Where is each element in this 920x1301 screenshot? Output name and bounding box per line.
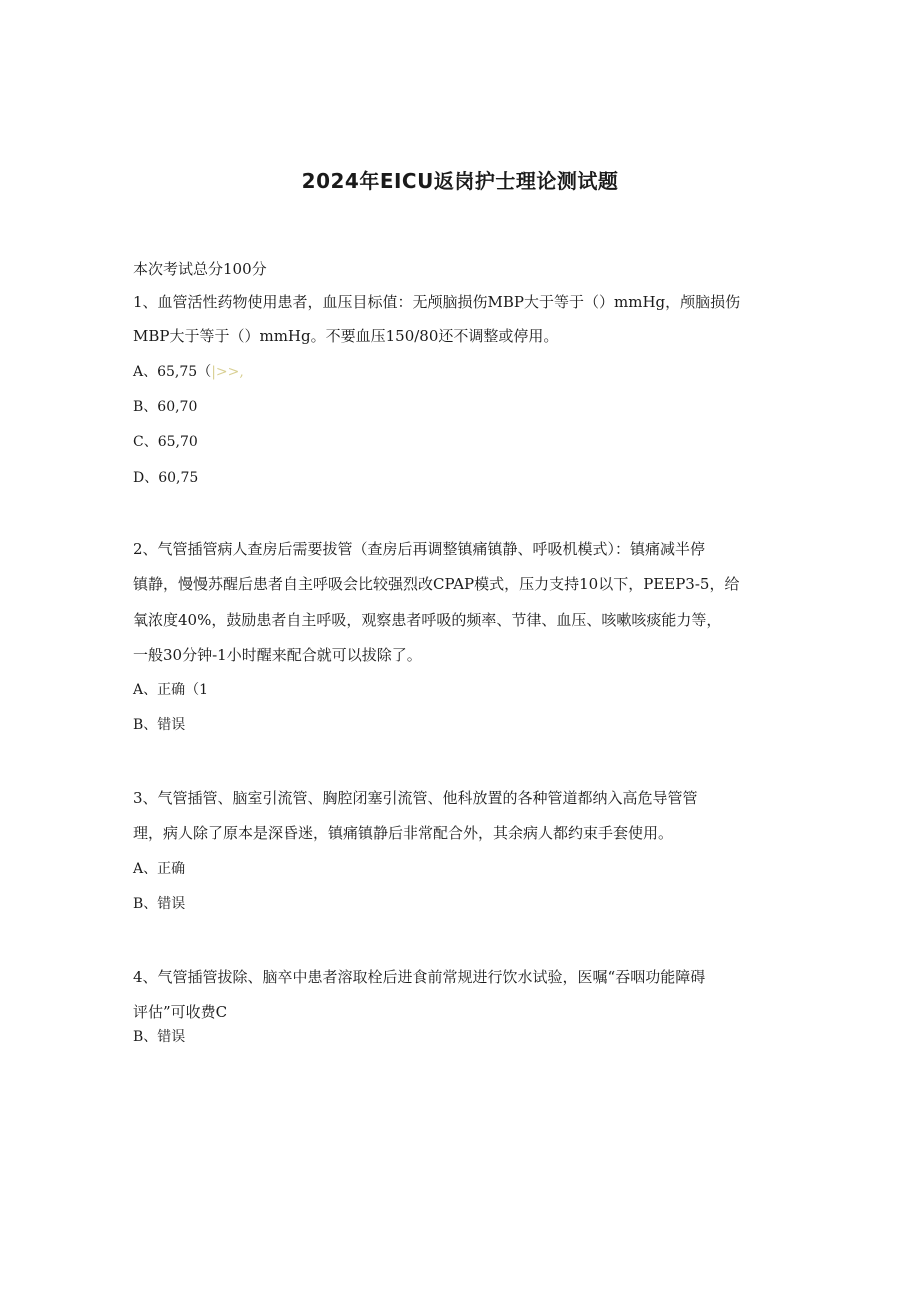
question-2-text-line-1: 2、气管插管病人查房后需要拔管（查房后再调整镇痛镇静、呼吸机模式）：镇痛减半停	[133, 540, 706, 558]
question-2-text-line-3: 氧浓度40%，鼓励患者自主呼吸，观察患者呼吸的频率、节律、血压、咳嗽咳痰能力等，	[133, 611, 722, 629]
question-1-option-c: C、65,70	[133, 434, 198, 450]
question-1-text-line-2: MBP大于等于（）mmHg。不要血压150/80还不调整或停用。	[133, 327, 559, 345]
question-4-text-line-2: 评估”可收费C	[133, 1003, 228, 1021]
question-2-option-a: A、正确（1	[133, 682, 209, 698]
question-3-text-line-1: 3、气管插管、脑室引流管、胸腔闭塞引流管、他科放置的各种管道都纳入高危导管管	[133, 789, 698, 807]
total-score-note: 本次考试总分100分	[133, 260, 267, 278]
question-3-option-a: A、正确	[133, 861, 186, 877]
question-4-text-line-1: 4、气管插管拔除、脑卒中患者溶取栓后进食前常规进行饮水试验，医嘱“吞咽功能障碍	[133, 968, 706, 986]
question-1-text-line-1: 1、血管活性药物使用患者，血压目标值：无颅脑损伤MBP大于等于（）mmHg，颅脑损伤	[133, 293, 741, 311]
question-4-option-b: B、错误	[133, 1029, 186, 1045]
stray-answer-mark: |>>,	[211, 364, 244, 380]
question-3-option-b: B、错误	[133, 896, 186, 912]
question-1-option-b: B、60,70	[133, 399, 198, 415]
question-2-option-b: B、错误	[133, 717, 186, 733]
question-1-option-d: D、60,75	[133, 470, 199, 486]
document-title: 2024年EICU返岗护士理论测试题	[301, 169, 619, 193]
question-2-text-line-4: 一般30分钟-1小时醒来配合就可以拔除了。	[133, 646, 422, 664]
question-1-option-a	[133, 361, 244, 383]
option-a-label: A、65,75（	[133, 364, 212, 380]
question-3-text-line-2: 理，病人除了原本是深昏迷，镇痛镇静后非常配合外，其余病人都约束手套使用。	[133, 824, 674, 842]
question-2-text-line-2: 镇静，慢慢苏醒后患者自主呼吸会比较强烈改CPAP模式，压力支持10以下，PEEP3-5，给	[133, 575, 740, 593]
